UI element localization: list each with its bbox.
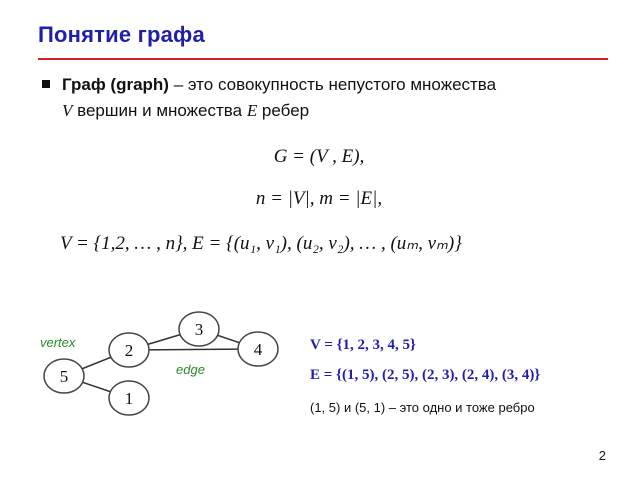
definition-term: Граф (graph): [62, 75, 169, 94]
definition-text-2: вершин и множества: [72, 101, 247, 120]
var-e: E: [246, 101, 258, 120]
page-number: 2: [598, 448, 606, 463]
node-label-3: 3: [194, 320, 204, 339]
node-label-5: 5: [59, 367, 69, 386]
node-label-2: 2: [124, 341, 134, 360]
formula-sizes: n = |V|, m = |E|,: [255, 188, 383, 209]
formula-sets: V = {1,2, … , n}, E = {(u₁, v₁), (u₂, v₂), … , (uₘ, vₘ)}: [60, 233, 462, 254]
edge-set: E = {(1, 5), (2, 5), (2, 3), (2, 4), (3, 4)}: [310, 367, 541, 383]
undirected-note: (1, 5) и (5, 1) – это одно и тоже ребро: [310, 400, 535, 415]
formula-graph: G = (V , E),: [273, 146, 365, 167]
definition-text-3: ребер: [257, 101, 310, 120]
vertex-annotation: vertex: [40, 335, 76, 350]
edge-annotation: edge: [176, 362, 205, 377]
definition-text-1: – это совокупность непустого множества: [168, 75, 497, 94]
slide-title: Понятие графа: [38, 22, 205, 47]
node-label-4: 4: [253, 340, 263, 359]
graph-diagram: [0, 300, 300, 425]
node-label-1: 1: [124, 389, 134, 408]
title-divider: [38, 58, 608, 60]
var-v: V: [62, 101, 73, 120]
graph-definition: [62, 72, 622, 124]
bullet-square-icon: [42, 80, 50, 88]
vertex-set: V = {1, 2, 3, 4, 5}: [310, 337, 416, 353]
